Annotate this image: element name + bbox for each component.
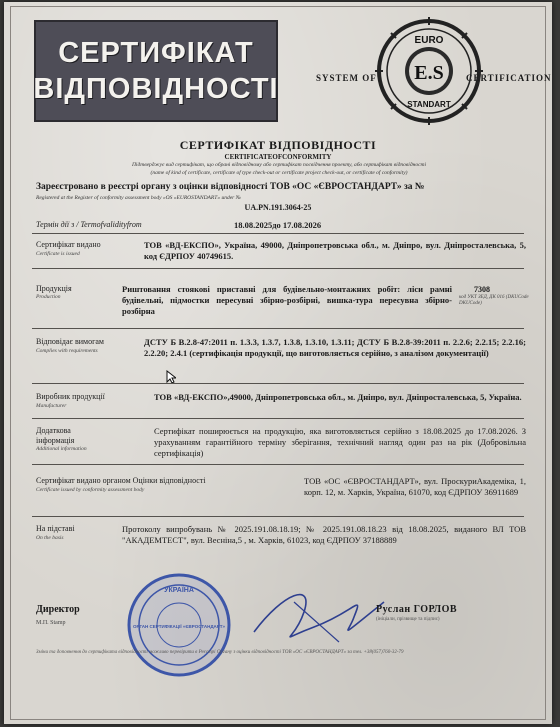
- kind-note-en: (name of kind of certificate, certificate of type check-out or certificate project check-out, or certificate of conformity): [150, 170, 408, 176]
- product-label-en: Production: [36, 294, 61, 300]
- director-label: Директор: [36, 604, 80, 615]
- divider: [32, 383, 524, 384]
- issued-label: Сертифікат видано: [36, 240, 101, 249]
- requirements-label: Відповідає вимогам: [36, 337, 104, 346]
- stamp-center-text: ОРГАН СЕРТИФІКАЦІЇ «ЄВРОСТАНДАРТ»: [133, 624, 225, 629]
- signature-icon: [244, 572, 394, 652]
- logo-standart-text: STANDART: [407, 100, 451, 109]
- signatory-note: (ініціали, прізвище та підпис): [376, 617, 440, 622]
- basis-label: На підставі: [36, 524, 75, 533]
- basis-label-en: On the basis: [36, 535, 64, 541]
- signatory-name: Руслан ГОРЛОВ: [376, 604, 458, 615]
- term-label: Термін дії з / Termofvalidityfrom: [36, 220, 142, 229]
- logo-euro-text: EURO: [414, 35, 444, 46]
- basis-value: Протоколу випробувань № 2025.191.08.18.19; № 2025.191.08.18.23 від 18.08.2025, виданого ВЛ ТОВ "АКАДЕМТЕСТ", вул. Весніна,5 , м. Харків, 61023, код ЄДРПОУ 37188889: [122, 524, 526, 545]
- title-line-1: СЕРТИФІКАТ: [58, 37, 254, 69]
- manufacturer-label: Виробник продукції: [36, 392, 105, 401]
- additional-label-en: Additional information: [36, 446, 87, 452]
- divider: [32, 328, 524, 329]
- requirements-label-en: Complies with requirements: [36, 348, 98, 354]
- divider: [32, 516, 524, 517]
- doc-heading-en: CERTIFICATEOFCONFORMITY: [224, 153, 332, 161]
- registered-line-en: Registered at the Register of conformity assessment body «OS «EUROSTANDART» under №: [36, 195, 241, 201]
- manufacturer-label-en: Manufacturer: [36, 403, 67, 409]
- term-value: 18.08.2025до 17.08.2026: [234, 220, 322, 230]
- mouse-cursor-icon: [166, 370, 176, 384]
- product-value: Риштовання стоякові приставні для будівельно-монтажних робіт: ліси рамні будівельні, підмостки пересувні збірно-розбірні, вишка-тура пересувна збірно-розбірна: [122, 284, 452, 316]
- kind-note-ua: Підтверджує вид сертифікат, що обрані відповідному або сертифікат посвідчення проекту, або сертифікат відповідності: [131, 162, 427, 168]
- title-banner: [34, 20, 278, 122]
- issuing-body-value: ТОВ «ОС «ЄВРОСТАНДАРТ», вул. ПроскуриАкадеміка, 1, корп. 12, м. Харків, Україна, 61070, код ЄДРПОУ 36911689: [304, 476, 526, 497]
- product-code: 7308: [474, 285, 490, 294]
- divider: [32, 268, 524, 269]
- certificate-sheet: [4, 2, 552, 724]
- logo-emblem-icon: [374, 16, 484, 126]
- product-code-en: код УКТ ЗЕД, ДК 016 (DKUCode DKUCode): [459, 295, 529, 306]
- doc-heading: СЕРТИФІКАТ ВІДПОВІДНОСТІ: [179, 138, 377, 152]
- additional-label-1: Додаткова: [36, 426, 71, 435]
- divider: [32, 464, 524, 465]
- stamp-place-label: М.П. Stamp: [36, 620, 66, 626]
- manufacturer-value: ТОВ «ВД-ЕКСПО»,49000, Дніпропетровська обл., м. Дніпро, вул. Дніпросталевська, 5, Україна.: [154, 392, 522, 402]
- logo-system-of: SYSTEM OF: [316, 73, 377, 83]
- issued-value: ТОВ «ВД-ЕКСПО», Україна, 49000, Дніпропетровська обл., м. Дніпро, вул. Дніпросталевська, 5, код ЄДРПОУ 40749615.: [144, 240, 526, 261]
- logo-es-text: E.S: [414, 62, 444, 84]
- issuing-body-label: Сертифікат видано органом Оцінки відповідності: [36, 476, 206, 485]
- product-label: Продукція: [36, 284, 72, 293]
- stamp-top-text: УКРАЇНА: [164, 587, 194, 594]
- registered-line: Зареєстровано в реєстрі органу з оцінки відповідності ТОВ «ОС «ЄВРОСТАНДАРТ» за №: [36, 182, 425, 192]
- requirements-value: ДСТУ Б В.2.8-47:2011 п. 1.3.3, 1.3.7, 1.3.8, 1.3.10, 1.3.11; ДСТУ Б В.2.8-39:2011 п. 2.2.6; 2.2.15; 2.2.16; 2.2.20; 2.4.1 (сертифікація продукції, що виготовляється серійно, з аналізом документації): [144, 337, 526, 358]
- official-stamp-icon: [124, 570, 234, 680]
- title-line-2: ВІДПОВІДНОСТІ: [33, 73, 279, 105]
- divider: [32, 418, 524, 419]
- issuing-body-label-en: Certificate issued by conformity assessment body: [36, 487, 145, 493]
- registration-number: UA.PN.191.3064-25: [244, 203, 312, 212]
- additional-label-2: інформація: [36, 436, 75, 445]
- issued-label-en: Certificate is issued: [36, 251, 80, 257]
- logo-certification: CERTIFICATION: [466, 73, 552, 83]
- footer-note: Зміни та доповнення до сертифіката відповідності можливо перевірити в Реєстрі Органу з оцінки відповідності ТОВ «ОС «ЄВРОСТАНДАРТ» за тел. +38(057)760-32-79: [36, 650, 404, 655]
- divider: [32, 233, 524, 234]
- euro-standart-logo: [316, 16, 552, 136]
- additional-value: Сертифікат поширюється на продукцію, яка виготовляється серійно з 18.08.2025 до 17.08.2026. З урахуванням гарантійного терміну зберігання, технічний нагляд один раз на рік (Добровільна сертифікація): [154, 426, 526, 458]
